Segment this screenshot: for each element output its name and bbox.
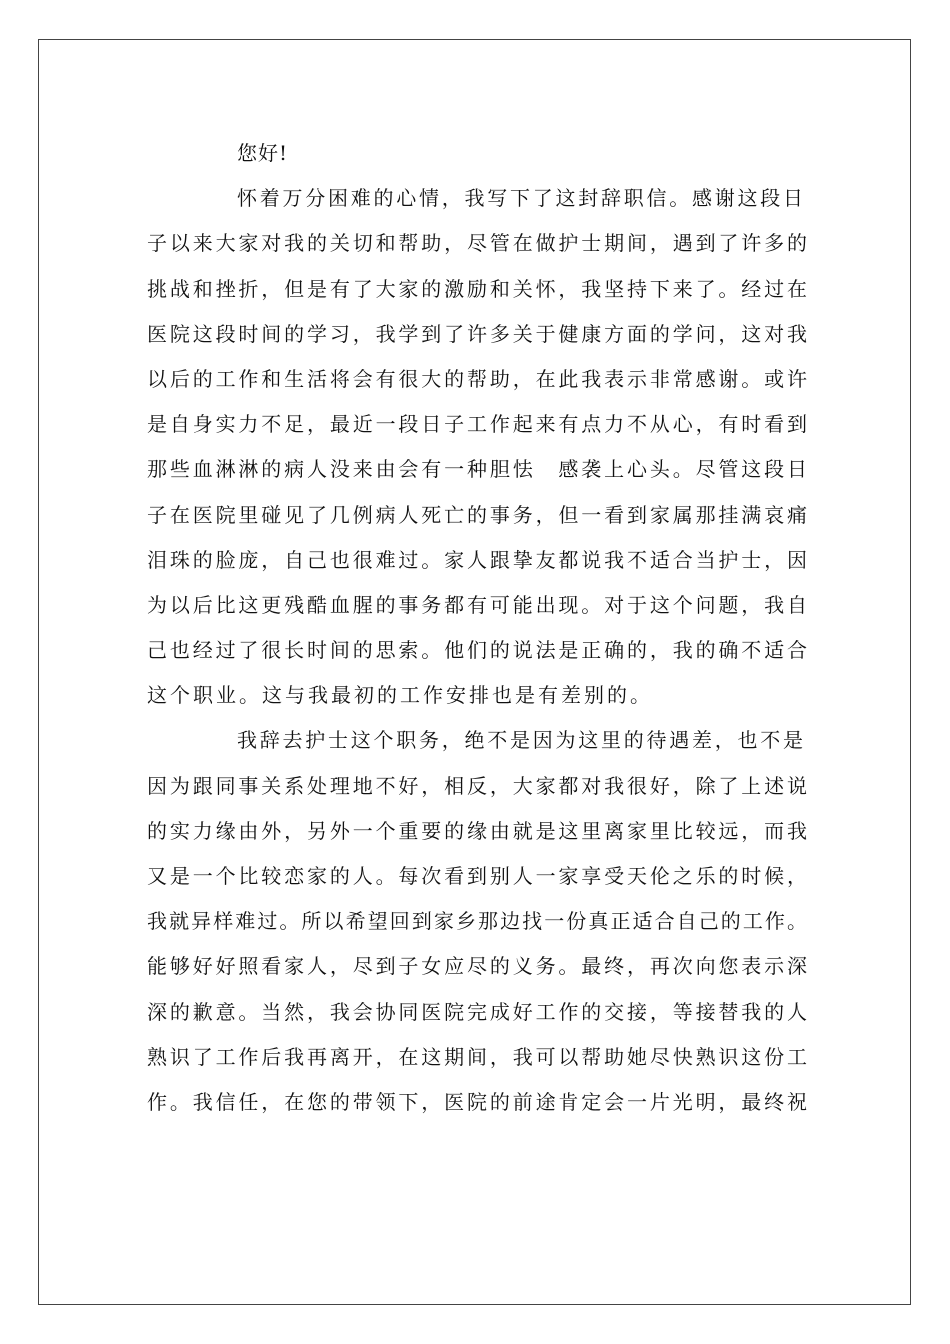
paragraph-2-line-6: 能够好好照看家人，尽到子女应尽的义务。最终，再次向您表示深 xyxy=(147,954,807,979)
paragraph-1-line-11: 己也经过了很长时间的思索。他们的说法是正确的，我的确不适合 xyxy=(147,638,807,663)
letter-body xyxy=(147,131,807,1125)
paragraph-2-line-7: 深的歉意。当然，我会协同医院完成好工作的交接，等接替我的人 xyxy=(147,999,807,1024)
paragraph-1-line-3: 挑战和挫折，但是有了大家的激励和关怀，我坚持下来了。经过在 xyxy=(147,276,807,301)
paragraph-1-line-10: 为以后比这更残酷血腥的事务都有可能出现。对于这个问题，我自 xyxy=(147,592,807,617)
paragraph-1-line-8: 子在医院里碰见了几例病人死亡的事务，但一看到家属那挂满哀痛 xyxy=(147,502,807,527)
paragraph-2-line-2: 因为跟同事关系处理地不好，相反，大家都对我很好，除了上述说 xyxy=(147,773,807,798)
paragraph-2-line-5: 我就异样难过。所以希望回到家乡那边找一份真正适合自己的工作。 xyxy=(147,909,807,934)
paragraph-1-line-1: 怀着万分困难的心情，我写下了这封辞职信。感谢这段日 xyxy=(237,186,806,211)
paragraph-2-line-9: 作。我信任，在您的带领下，医院的前途肯定会一片光明，最终祝 xyxy=(147,1089,807,1114)
paragraph-1-line-6: 是自身实力不足，最近一段日子工作起来有点力不从心，有时看到 xyxy=(147,412,807,437)
paragraph-1-line-4: 医院这段时间的学习，我学到了许多关于健康方面的学问，这对我 xyxy=(147,321,807,346)
paragraph-2-line-3: 的实力缘由外，另外一个重要的缘由就是这里离家里比较远，而我 xyxy=(147,818,807,843)
paragraph-1-line-7: 那些血淋淋的病人没来由会有一种胆怯 感袭上心头。尽管这段日 xyxy=(147,457,807,482)
paragraph-1-line-9: 泪珠的脸庞，自己也很难过。家人跟挚友都说我不适合当护士，因 xyxy=(147,547,807,572)
paragraph-2-line-8: 熟识了工作后我再离开，在这期间，我可以帮助她尽快熟识这份工 xyxy=(147,1044,807,1069)
paragraph-2-line-1: 我辞去护士这个职务，绝不是因为这里的待遇差，也不是 xyxy=(237,728,806,753)
paragraph-1-line-2: 子以来大家对我的关切和帮助，尽管在做护士期间，遇到了许多的 xyxy=(147,231,807,256)
paragraph-2-line-4: 又是一个比较恋家的人。每次看到别人一家享受天伦之乐的时候， xyxy=(147,864,807,888)
salutation: 您好! xyxy=(237,141,289,165)
paragraph-1-line-5: 以后的工作和生活将会有很大的帮助，在此我表示非常感谢。或许 xyxy=(147,366,807,391)
paragraph-1-line-12: 这个职业。这与我最初的工作安排也是有差别的。 xyxy=(147,683,653,708)
